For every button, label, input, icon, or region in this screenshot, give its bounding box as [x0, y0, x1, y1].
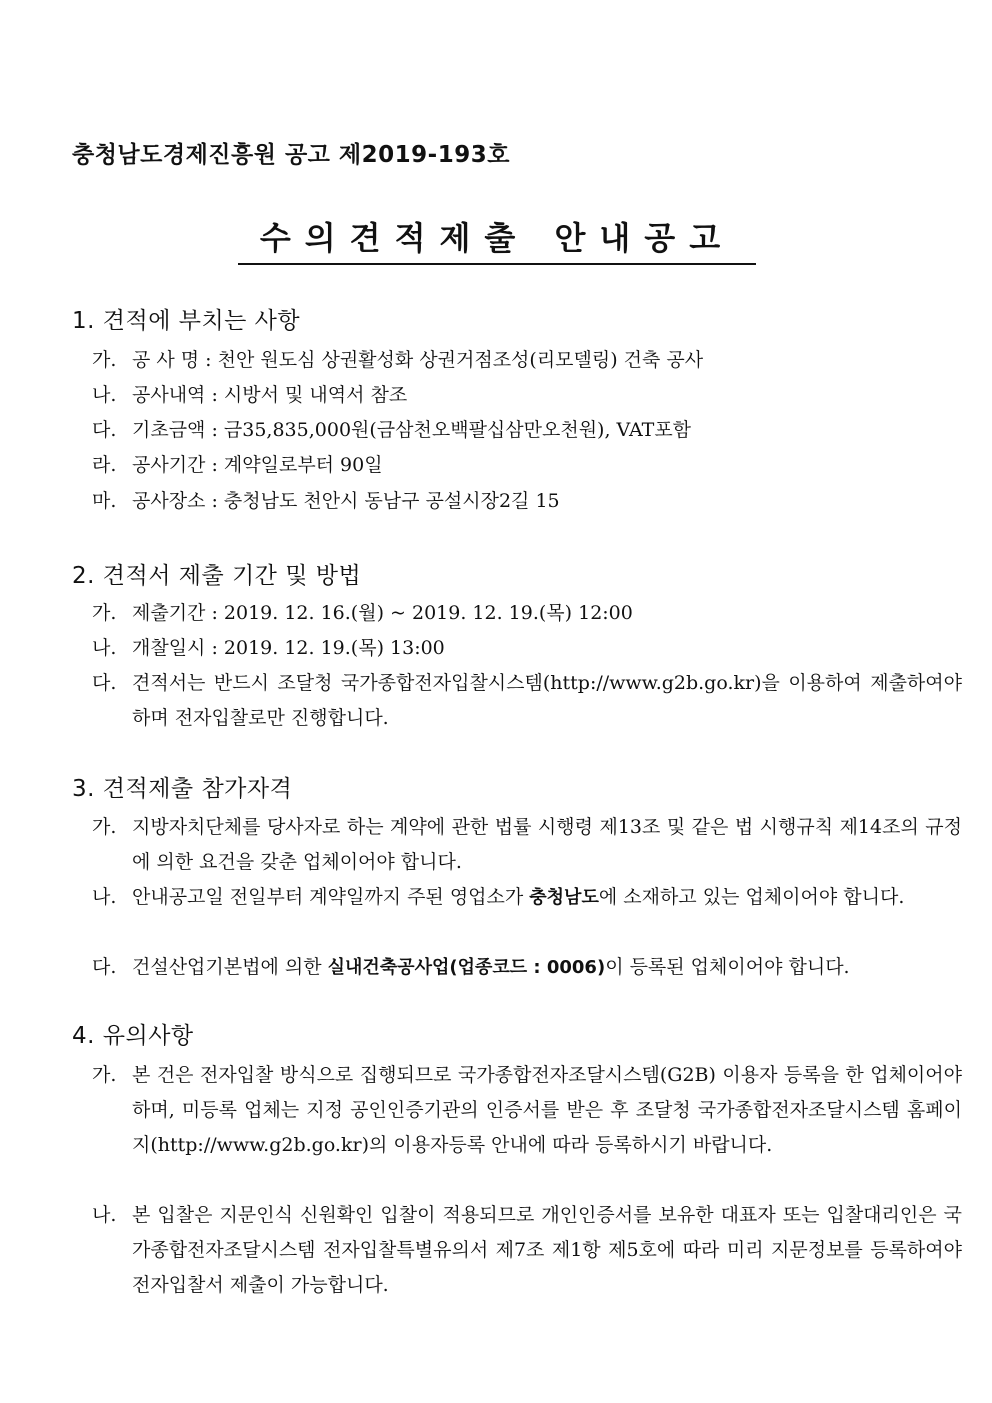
item-marker: 나.	[92, 637, 117, 659]
notice-number: 충청남도경제진흥원 공고 제2019-193호	[72, 142, 510, 168]
section-3-heading: 3. 견적제출 참가자격	[72, 776, 293, 802]
item-text: 본 건은 전자입찰 방식으로 집행되므로 국가종합전자조달시스템(G2B) 이용자 등록을 한 업체이어야 하며, 미등록 업체는 지정 공인인증기관의 인증서를 받은 후 조달청 국가종합전자조달시스템 홈페이지(http://www.g2b.go.kr)의 이용자등록 안내에 따라 등록하시기 바랍니다.	[132, 1064, 962, 1156]
section-1-item-na	[92, 378, 922, 413]
item-text-post: 에 소재하고 있는 업체이어야 합니다.	[598, 886, 905, 908]
item-marker: 가.	[92, 1064, 117, 1086]
item-text-bold: 충청남도	[529, 887, 599, 908]
item-text: 본 입찰은 지문인식 신원확인 입찰이 적용되므로 개인인증서를 보유한 대표자 또는 입찰대리인은 국가종합전자조달시스템 전자입찰특별유의서 제7조 제1항 제5호에 따라 미리 지문정보를 등록하여야 전자입찰서 제출이 가능합니다.	[132, 1204, 962, 1296]
section-1-item-ga	[92, 343, 922, 378]
item-marker: 라.	[92, 454, 117, 476]
item-text: 제출기간 : 2019. 12. 16.(월) ~ 2019. 12. 19.(목) 12:00	[132, 602, 633, 624]
section-3-item-da	[92, 950, 922, 985]
section-3-item-na	[92, 880, 962, 915]
section-2-item-na	[92, 631, 922, 666]
item-marker: 가.	[92, 816, 117, 838]
item-text-bold: 실내건축공사업(업종코드 : 0006)	[327, 957, 606, 978]
section-2-item-ga	[92, 596, 922, 631]
item-text: 공사내역 : 시방서 및 내역서 참조	[132, 384, 408, 406]
section-4-item-ga	[92, 1058, 962, 1163]
section-1-item-ma	[92, 484, 922, 519]
item-text: 공 사 명 : 천안 원도심 상권활성화 상권거점조성(리모델링) 건축 공사	[132, 349, 704, 371]
item-marker: 가.	[92, 602, 117, 624]
item-text: 견적서는 반드시 조달청 국가종합전자입찰시스템(http://www.g2b.go.kr)을 이용하여 제출하여야 하며 전자입찰로만 진행합니다.	[132, 672, 962, 729]
item-marker: 다.	[92, 956, 117, 978]
item-text: 지방자치단체를 당사자로 하는 계약에 관한 법률 시행령 제13조 및 같은 법 시행규칙 제14조의 규정에 의한 요건을 갖춘 업체이어야 합니다.	[132, 816, 962, 873]
item-marker: 나.	[92, 886, 117, 908]
section-1-item-ra	[92, 448, 922, 483]
section-1-item-da	[92, 413, 922, 448]
item-marker: 다.	[92, 672, 117, 694]
section-3-item-ga	[92, 810, 962, 880]
section-4-heading: 4. 유의사항	[72, 1023, 194, 1049]
section-2-item-da	[92, 666, 962, 736]
document-title: 수의견적제출 안내공고	[238, 213, 756, 265]
section-4-item-na	[92, 1198, 962, 1303]
item-text: 공사장소 : 충청남도 천안시 동남구 공설시장2길 15	[132, 490, 560, 512]
item-marker: 다.	[92, 419, 117, 441]
section-2-heading: 2. 견적서 제출 기간 및 방법	[72, 563, 362, 589]
item-text-pre: 건설산업기본법에 의한	[132, 956, 328, 978]
item-marker: 가.	[92, 349, 117, 371]
item-text-pre: 안내공고일 전일부터 계약일까지 주된 영업소가	[132, 886, 530, 908]
item-marker: 나.	[92, 384, 117, 406]
section-1-heading: 1. 견적에 부치는 사항	[72, 308, 301, 334]
item-marker: 마.	[92, 490, 117, 512]
item-text: 기초금액 : 금35,835,000원(금삼천오백팔십삼만오천원), VAT포함	[132, 419, 692, 441]
item-text-post: 이 등록된 업체이어야 합니다.	[605, 956, 850, 978]
item-marker: 나.	[92, 1204, 117, 1226]
item-text: 공사기간 : 계약일로부터 90일	[132, 454, 383, 476]
item-text: 개찰일시 : 2019. 12. 19.(목) 13:00	[132, 637, 445, 659]
